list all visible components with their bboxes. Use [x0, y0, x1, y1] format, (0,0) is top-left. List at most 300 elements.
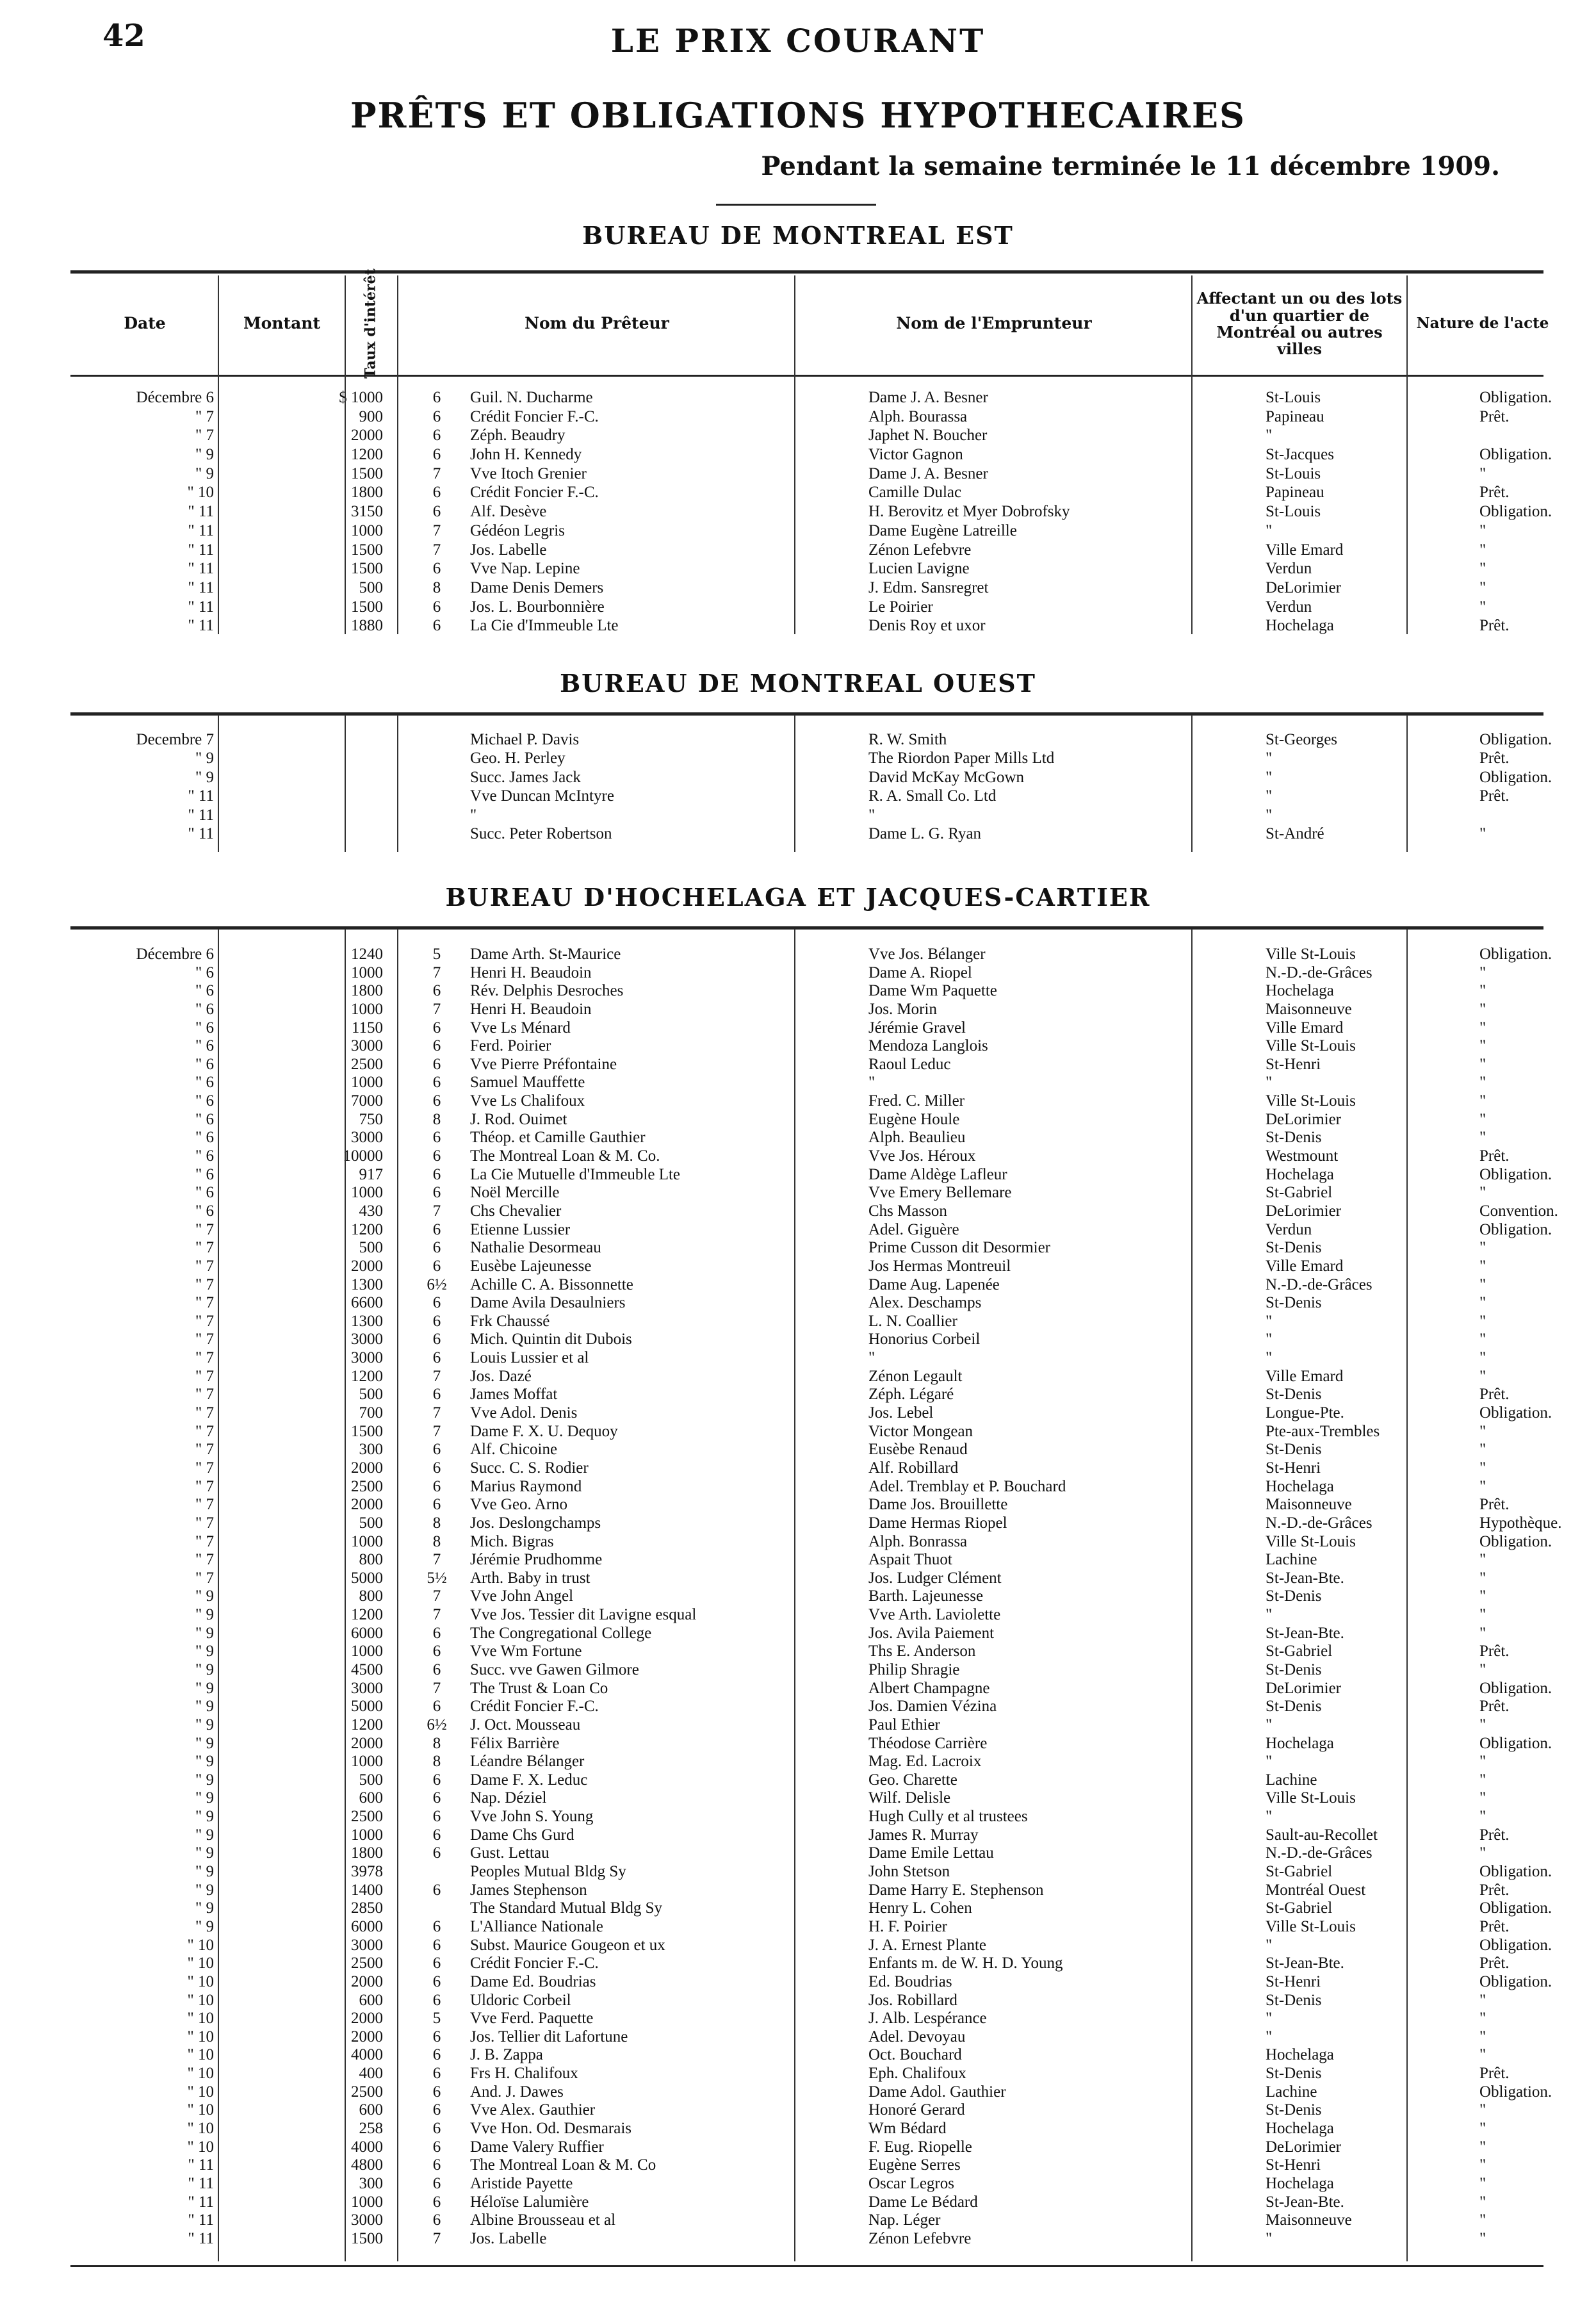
row-lender: Vve Ls Chalifoux — [470, 1092, 585, 1110]
row-amount: 5000 — [351, 1698, 383, 1716]
row-lender: Gust. Lettau — [470, 1844, 550, 1862]
row-amount: 1800 — [351, 982, 383, 1000]
table-row — [70, 1165, 1552, 1184]
row-date: " 9 — [195, 768, 214, 786]
row-rate: 6 — [432, 1789, 441, 1807]
row-amount: 1800 — [351, 484, 383, 502]
row-rate: 8 — [432, 1734, 441, 1752]
row-rate: 6 — [432, 1698, 441, 1716]
row-borrower: Jérémie Gravel — [868, 1019, 966, 1037]
row-location: Ville Emard — [1266, 1367, 1344, 1385]
row-date: " 11 — [188, 2229, 214, 2247]
row-borrower: Raoul Leduc — [868, 1055, 951, 1073]
row-location: St-Gabriel — [1266, 1899, 1333, 1917]
row-location: Hochelaga — [1266, 2046, 1334, 2064]
row-lender: The Montreal Loan & M. Co. — [470, 1147, 660, 1165]
row-location: " — [1266, 1753, 1273, 1771]
row-location: Verdun — [1266, 598, 1312, 616]
row-amount: 1000 — [351, 1184, 383, 1202]
row-amount: 1300 — [351, 1312, 383, 1330]
row-borrower: Le Poirier — [868, 598, 933, 616]
row-location: St-Gabriel — [1266, 1863, 1333, 1881]
row-rate: 8 — [432, 1753, 441, 1771]
row-nature: " — [1479, 1055, 1486, 1073]
row-borrower: Jos. Robillard — [868, 1991, 957, 2009]
section-rows-hochelaga — [70, 946, 1562, 2248]
row-rate: 6 — [432, 2046, 441, 2064]
row-lender: Vve Ferd. Paquette — [470, 2010, 594, 2028]
row-amount: 2500 — [351, 1477, 383, 1495]
row-borrower: Oct. Bouchard — [868, 2046, 962, 2064]
row-amount: 2500 — [351, 1055, 383, 1073]
row-location: " — [1266, 1074, 1273, 1092]
row-rate: 6 — [432, 1917, 441, 1935]
row-borrower: L. N. Coallier — [868, 1312, 957, 1330]
row-rate: 6 — [432, 1092, 441, 1110]
row-location: Hochelaga — [1266, 982, 1334, 1000]
row-nature: " — [1479, 464, 1486, 482]
row-lender: Gédéon Legris — [470, 521, 565, 539]
row-lender: L'Alliance Nationale — [470, 1917, 603, 1935]
table-row — [70, 1826, 1543, 1845]
row-lender: The Standard Mutual Bldg Sy — [470, 1899, 662, 1917]
row-date: " 10 — [187, 1972, 214, 1990]
table-row — [70, 1643, 1543, 1661]
row-date: " 10 — [187, 1991, 214, 2009]
row-date: " 7 — [195, 1275, 214, 1293]
row-date: " 9 — [195, 1716, 214, 1733]
row-borrower: Enfants m. de W. H. D. Young — [868, 1955, 1063, 1972]
row-borrower: Alph. Beaulieu — [868, 1129, 966, 1147]
row-date: " 6 — [195, 1074, 214, 1092]
row-location: " — [1266, 2010, 1273, 2028]
row-rate: 6 — [432, 1844, 441, 1862]
table-row — [70, 464, 1543, 484]
row-borrower: H. Berovitz et Myer Dobrofsky — [868, 503, 1070, 521]
row-rate: 6 — [432, 1955, 441, 1972]
row-date: " 7 — [195, 1386, 214, 1404]
row-date: " 9 — [195, 1917, 214, 1935]
header-rule — [70, 375, 1543, 377]
table-row — [70, 1771, 1543, 1790]
row-borrower: Jos Hermas Montreuil — [868, 1257, 1011, 1275]
table-row — [70, 749, 1543, 767]
row-borrower: " — [868, 806, 875, 824]
row-nature: " — [1479, 982, 1486, 1000]
row-lender: James Moffat — [470, 1386, 558, 1404]
row-amount: 2000 — [351, 1496, 383, 1514]
row-amount: $ 1000 — [339, 389, 383, 406]
row-nature: " — [1479, 1477, 1486, 1495]
row-borrower: Denis Roy et uxor — [868, 617, 986, 635]
row-amount: 1000 — [351, 1000, 383, 1018]
row-borrower: Dame L. G. Ryan — [868, 824, 982, 842]
row-rate: 6 — [432, 1331, 441, 1348]
row-date: " 9 — [195, 446, 214, 464]
row-lender: Etienne Lussier — [470, 1220, 571, 1238]
row-location: St-Denis — [1266, 1587, 1322, 1605]
row-location: " — [1266, 1331, 1273, 1348]
row-nature: " — [1479, 1037, 1486, 1055]
row-borrower: Ed. Boudrias — [868, 1972, 952, 1990]
row-borrower: Zénon Legault — [868, 1367, 963, 1385]
row-borrower: Dame Hermas Riopel — [868, 1514, 1007, 1532]
row-amount: 2500 — [351, 1955, 383, 1972]
row-date: " 6 — [195, 1037, 214, 1055]
row-date: " 10 — [187, 2101, 214, 2119]
row-lender: Mich. Quintin dit Dubois — [470, 1331, 632, 1348]
row-borrower: Albert Champagne — [868, 1679, 990, 1697]
row-location: " — [1266, 750, 1273, 767]
row-borrower: Eusèbe Renaud — [868, 1441, 968, 1459]
row-location: Ville Emard — [1266, 1019, 1344, 1037]
row-nature: Obligation. — [1479, 1863, 1552, 1881]
row-date: " 7 — [195, 1312, 214, 1330]
row-lender: Eusèbe Lajeunesse — [470, 1257, 592, 1275]
row-lender: Vve Pierre Préfontaine — [470, 1055, 617, 1073]
row-date: " 9 — [195, 1808, 214, 1826]
row-lender: Vve John Angel — [470, 1587, 574, 1605]
row-nature: " — [1479, 1753, 1486, 1771]
row-date: " 7 — [195, 1257, 214, 1275]
row-rate: 7 — [432, 1606, 441, 1624]
row-lender: Ferd. Poirier — [470, 1037, 551, 1055]
row-date: " 11 — [188, 503, 214, 521]
table-row — [70, 1019, 1543, 1038]
table-row — [70, 578, 1543, 598]
header-taux: Taux d'intérêt — [362, 268, 379, 379]
table-row — [70, 2010, 1543, 2028]
section-rule — [70, 926, 1543, 930]
row-rate: 6 — [432, 1257, 441, 1275]
row-lender: Jos. Deslongchamps — [470, 1514, 601, 1532]
row-borrower: Jos. Morin — [868, 1000, 937, 1018]
row-rate: 6 — [432, 2193, 441, 2211]
row-rate: 6 — [432, 1991, 441, 2009]
row-amount: 600 — [359, 1991, 383, 2009]
row-lender: Arth. Baby in trust — [470, 1569, 590, 1587]
row-location: Maisonneuve — [1266, 2211, 1352, 2229]
row-nature: Obligation. — [1479, 389, 1552, 406]
row-rate: 6 — [432, 1220, 441, 1238]
row-amount: 430 — [359, 1202, 383, 1220]
table-row — [70, 2083, 1552, 2102]
row-borrower: Honoré Gerard — [868, 2101, 965, 2119]
row-nature: " — [1479, 1110, 1486, 1128]
row-amount: 500 — [359, 578, 383, 596]
row-borrower: Dame Le Bédard — [868, 2193, 978, 2211]
table-row — [70, 1074, 1543, 1092]
row-amount: 3000 — [351, 1331, 383, 1348]
row-nature: " — [1479, 1789, 1486, 1807]
row-nature: Prêt. — [1479, 787, 1510, 805]
row-date: " 9 — [195, 1606, 214, 1624]
row-nature: " — [1479, 560, 1486, 578]
bottom-rule — [70, 2265, 1543, 2267]
row-amount: 700 — [359, 1404, 383, 1422]
row-location: " — [1266, 1808, 1273, 1826]
column-separator — [1406, 929, 1408, 2261]
row-nature: " — [1479, 598, 1486, 616]
table-row — [70, 1331, 1543, 1349]
row-date: " 7 — [195, 1404, 214, 1422]
row-location: St-Denis — [1266, 1129, 1322, 1147]
table-row — [70, 1349, 1543, 1368]
row-lender: Marius Raymond — [470, 1477, 582, 1495]
table-row — [70, 388, 1552, 407]
table-row — [70, 541, 1543, 560]
row-amount: 2850 — [351, 1899, 383, 1917]
table-row — [70, 1514, 1562, 1533]
row-lender: Samuel Mauffette — [470, 1074, 585, 1092]
row-date: " 7 — [195, 1477, 214, 1495]
table-row — [70, 1111, 1543, 1129]
row-date: " 7 — [195, 1422, 214, 1440]
page-number: 42 — [102, 18, 145, 54]
row-date: " 11 — [188, 617, 214, 635]
row-nature: " — [1479, 2010, 1486, 2028]
row-date: " 11 — [188, 2211, 214, 2229]
row-nature: Obligation. — [1479, 446, 1552, 464]
row-nature: " — [1479, 1459, 1486, 1477]
row-nature: " — [1479, 2229, 1486, 2247]
column-separator — [397, 929, 398, 2261]
row-rate: 6 — [432, 1808, 441, 1826]
row-amount: 2000 — [351, 2028, 383, 2045]
row-lender: Aristide Payette — [470, 2174, 573, 2192]
row-amount: 1000 — [351, 963, 383, 981]
row-lender: Nathalie Desormeau — [470, 1239, 601, 1257]
row-location: Hochelaga — [1266, 1734, 1334, 1752]
row-amount: 900 — [359, 407, 383, 425]
row-location: Ville St-Louis — [1266, 946, 1356, 963]
row-date: " 9 — [195, 1844, 214, 1862]
table-row — [70, 1899, 1552, 1918]
row-location: St-Gabriel — [1266, 1184, 1333, 1202]
row-location: " — [1266, 1716, 1273, 1733]
table-row — [70, 2028, 1543, 2047]
table-row — [70, 1202, 1558, 1221]
row-borrower: Adel. Giguère — [868, 1220, 959, 1238]
table-row — [70, 1625, 1543, 1643]
table-row — [70, 1569, 1543, 1588]
row-location: " — [1266, 806, 1273, 824]
row-date: Decembre 7 — [136, 731, 214, 748]
row-date: " 11 — [188, 787, 214, 805]
row-rate: 6 — [432, 2156, 441, 2174]
table-row — [70, 1844, 1543, 1863]
row-amount: 3000 — [351, 1129, 383, 1147]
row-date: " 10 — [187, 2046, 214, 2064]
row-nature: Prêt. — [1479, 1881, 1510, 1899]
row-borrower: Alf. Robillard — [868, 1459, 959, 1477]
row-amount: 3000 — [351, 1037, 383, 1055]
row-nature: " — [1479, 2174, 1486, 2192]
row-rate: 7 — [432, 464, 441, 482]
row-amount: 1000 — [351, 1532, 383, 1550]
row-lender: J. B. Zappa — [470, 2046, 543, 2064]
column-separator — [1191, 715, 1193, 852]
row-date: " 11 — [188, 541, 214, 559]
row-date: " 10 — [187, 1936, 214, 1954]
row-location: St-Henri — [1266, 1459, 1321, 1477]
row-amount: 3150 — [351, 503, 383, 521]
row-date: " 6 — [195, 1202, 214, 1220]
row-nature: " — [1479, 1551, 1486, 1569]
table-row — [70, 730, 1552, 749]
row-location: N.-D.-de-Grâces — [1266, 1844, 1372, 1862]
row-borrower: J. A. Ernest Plante — [868, 1936, 987, 1954]
row-borrower: Zénon Lefebvre — [868, 2229, 972, 2247]
row-rate: 7 — [432, 541, 441, 559]
row-location: N.-D.-de-Grâces — [1266, 963, 1372, 981]
row-lender: Vve Jos. Tessier dit Lavigne esqual — [470, 1606, 697, 1624]
row-amount: 1400 — [351, 1881, 383, 1899]
table-row — [70, 1092, 1543, 1111]
table-row — [70, 824, 1543, 843]
row-rate: 6 — [432, 1294, 441, 1312]
row-lender: Jos. Labelle — [470, 2229, 547, 2247]
row-lender: Vve Adol. Denis — [470, 1404, 578, 1422]
row-location: Ville Emard — [1266, 1257, 1344, 1275]
row-date: " 6 — [195, 1092, 214, 1110]
row-location: St-Denis — [1266, 1698, 1322, 1716]
row-rate: 5 — [432, 946, 441, 963]
row-location: Papineau — [1266, 484, 1324, 502]
row-rate: 6 — [432, 1239, 441, 1257]
row-amount: 1500 — [351, 1422, 383, 1440]
row-location: Lachine — [1266, 1771, 1317, 1789]
row-location: Ville St-Louis — [1266, 1917, 1356, 1935]
row-date: " 6 — [195, 1110, 214, 1128]
row-amount: 3000 — [351, 1936, 383, 1954]
row-location: St-Denis — [1266, 1294, 1322, 1312]
row-location: Lachine — [1266, 2083, 1317, 2101]
row-nature: " — [1479, 1000, 1486, 1018]
table-row — [70, 1863, 1552, 1881]
row-nature: Hypothèque. — [1479, 1514, 1562, 1532]
row-location: Hochelaga — [1266, 2174, 1334, 2192]
row-date: " 7 — [195, 407, 214, 425]
row-amount: 2000 — [351, 1972, 383, 1990]
row-borrower: Dame Harry E. Stephenson — [868, 1881, 1044, 1899]
row-nature: Obligation. — [1479, 731, 1552, 748]
row-borrower: Victor Mongean — [868, 1422, 973, 1440]
row-borrower: Fred. C. Miller — [868, 1092, 965, 1110]
row-lender: Vve Geo. Arno — [470, 1496, 568, 1514]
row-nature: " — [1479, 1441, 1486, 1459]
row-nature: " — [1479, 541, 1486, 559]
row-borrower: John Stetson — [868, 1863, 950, 1881]
row-rate: 7 — [432, 1422, 441, 1440]
row-date: " 11 — [188, 2193, 214, 2211]
table-row — [70, 982, 1543, 1001]
row-lender: Jos. L. Bourbonnière — [470, 598, 605, 616]
row-date: " 6 — [195, 1055, 214, 1073]
row-amount: 1150 — [351, 1019, 383, 1037]
row-location: St-Louis — [1266, 389, 1321, 406]
row-lender: Crédit Foncier F.-C. — [470, 1955, 599, 1972]
row-location: Westmount — [1266, 1147, 1339, 1165]
row-nature: Prêt. — [1479, 1826, 1510, 1844]
row-amount: 4000 — [351, 2138, 383, 2156]
row-amount: 400 — [359, 2065, 383, 2083]
row-nature: Prêt. — [1479, 2065, 1510, 2083]
row-lender: Michael P. Davis — [470, 731, 580, 748]
table-row — [70, 521, 1543, 541]
row-borrower: Jos. Ludger Clément — [868, 1569, 1002, 1587]
table-row — [70, 1459, 1543, 1478]
row-borrower: Nap. Léger — [868, 2211, 941, 2229]
row-rate: 6 — [432, 2083, 441, 2101]
table-row — [70, 1220, 1552, 1240]
row-date: Décembre 6 — [136, 946, 214, 963]
row-date: " 7 — [195, 1367, 214, 1385]
row-lender: And. J. Dawes — [470, 2083, 564, 2101]
row-nature: Obligation. — [1479, 1734, 1552, 1752]
row-lender: James Stephenson — [470, 1881, 587, 1899]
row-location: St-Denis — [1266, 1239, 1322, 1257]
row-rate: 6 — [432, 427, 441, 445]
row-borrower: J. Edm. Sansregret — [868, 578, 989, 596]
row-amount: 2000 — [351, 2010, 383, 2028]
row-borrower: Ths E. Anderson — [868, 1643, 976, 1660]
table-row — [70, 1294, 1543, 1313]
row-borrower: Wilf. Delisle — [868, 1789, 951, 1807]
row-nature: Obligation. — [1479, 1404, 1552, 1422]
row-nature: " — [1479, 1129, 1486, 1147]
column-separator — [345, 275, 346, 634]
row-amount: 1500 — [351, 541, 383, 559]
table-row — [70, 1698, 1543, 1716]
table-row — [70, 1606, 1543, 1625]
row-borrower: Vve Jos. Bélanger — [868, 946, 986, 963]
row-location: St-Gabriel — [1266, 1643, 1333, 1660]
row-lender: Dame F. X. U. Dequoy — [470, 1422, 618, 1440]
row-nature: Obligation. — [1479, 1532, 1552, 1550]
row-rate: 6 — [432, 1972, 441, 1990]
column-separator — [218, 275, 219, 634]
row-borrower: Dame Aldège Lafleur — [868, 1165, 1007, 1183]
table-row — [70, 1368, 1543, 1386]
row-amount: 1200 — [351, 1367, 383, 1385]
row-borrower: Camille Dulac — [868, 484, 962, 502]
row-lender: Vve John S. Young — [470, 1808, 594, 1826]
row-amount: 1880 — [351, 617, 383, 635]
row-borrower: Wm Bédard — [868, 2120, 947, 2137]
table-row — [70, 806, 1543, 824]
row-location: St-Louis — [1266, 464, 1321, 482]
row-nature: " — [1479, 1716, 1486, 1733]
row-amount: 5000 — [351, 1569, 383, 1587]
row-rate: 6 — [432, 1826, 441, 1844]
row-amount: 3000 — [351, 1349, 383, 1367]
row-borrower: Oscar Legros — [868, 2174, 954, 2192]
row-date: " 9 — [195, 1643, 214, 1660]
row-amount: 1200 — [351, 1606, 383, 1624]
row-lender: Succ. vve Gawen Gilmore — [470, 1660, 639, 1678]
row-rate: 6½ — [427, 1275, 447, 1293]
row-date: " 9 — [195, 1587, 214, 1605]
row-location: St-Denis — [1266, 1660, 1322, 1678]
row-location: Maisonneuve — [1266, 1496, 1352, 1514]
row-lender: Chs Chevalier — [470, 1202, 562, 1220]
row-nature: " — [1479, 578, 1486, 596]
row-location: Montréal Ouest — [1266, 1881, 1366, 1899]
table-row — [70, 2230, 1543, 2249]
row-rate: 5½ — [427, 1569, 447, 1587]
table-row — [70, 1423, 1543, 1441]
